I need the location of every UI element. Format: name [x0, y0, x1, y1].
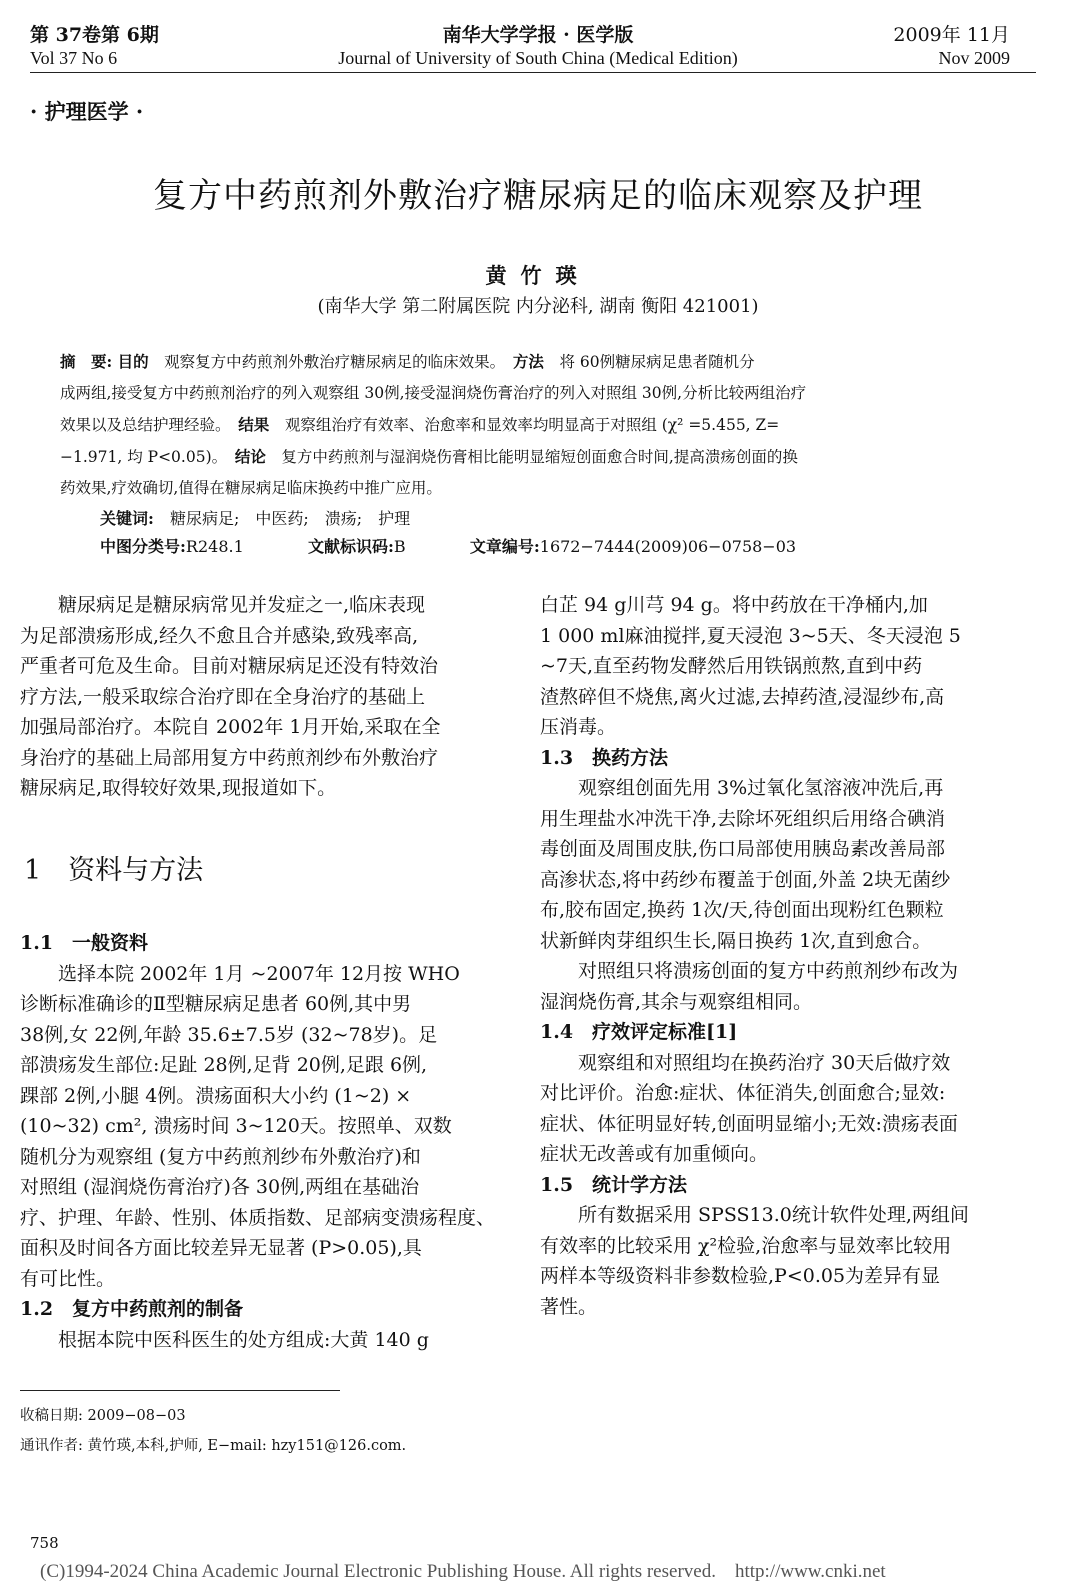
paragraph-line: 根据本院中医科医生的处方组成:大黄 140 g: [20, 1328, 429, 1351]
paragraph-line: 38例,女 22例,年龄 35.6±7.5岁 (32~78岁)。足: [20, 1023, 438, 1046]
section-label: · 护理医学 ·: [30, 99, 144, 124]
article-number-label: 文章编号:: [469, 537, 540, 556]
paragraph-line: 疗、护理、年龄、性别、体质指数、足部病变溃疡程度、: [20, 1206, 496, 1229]
classification: [100, 534, 796, 557]
abstract-line: [60, 473, 1010, 504]
paragraph-line: 症状、体征明显好转,创面明显缩小;无效:溃疡表面: [540, 1112, 958, 1135]
subheading-general-data: 1.1 一般资料: [20, 932, 149, 954]
paragraph-line: 选择本院 2002年 1月 ~2007年 12月按 WHO: [20, 962, 460, 985]
subheading-efficacy-criteria: 1.4 疗效评定标准[1]: [540, 1021, 738, 1043]
keywords: [100, 506, 410, 529]
keywords-label: 关键词:: [100, 509, 154, 528]
intro-line: 糖尿病足,取得较好效果,现报道如下。: [20, 777, 337, 799]
footnote-received: 收稿日期: 2009−08−03: [20, 1408, 186, 1424]
intro-line: 为足部溃疡形成,经久不愈且合并感染,致残率高,: [20, 624, 419, 647]
section-heading-methods: 1 资料与方法: [24, 855, 204, 886]
left-column-methods: [20, 928, 510, 1355]
abstract-text: 观察组治疗有效率、治愈率和显效率均明显高于对照组 (χ² =5.455, Z=: [284, 416, 780, 434]
paragraph-line: 渣熬碎但不烧焦,离火过滤,去掉药渣,浸湿纱布,高: [540, 685, 945, 708]
author-affiliation: (南华大学 第二附属医院 内分泌科, 湖南 衡阳 421001): [317, 296, 759, 317]
intro-line: 糖尿病足是糖尿病常见并发症之一,临床表现: [20, 594, 426, 616]
clc-label: 中图分类号:: [100, 537, 186, 556]
article-number-value: 1672−7444(2009)06−0758−03: [539, 537, 797, 556]
paragraph-line: 布,胶布固定,换药 1次/天,待创面出现粉红色颗粒: [540, 899, 944, 921]
journal-title-en: Journal of University of South China (Medical Edition): [338, 48, 738, 68]
paragraph-line: 有效率的比较采用 χ²检验,治愈率与显效率比较用: [540, 1234, 952, 1257]
subheading-dressing-change: 1.3 换药方法: [540, 746, 669, 769]
paragraph-line: 状新鲜肉芽组织生长,隔日换药 1次,直到愈合。: [540, 929, 932, 952]
doc-code-value: B: [393, 537, 406, 556]
paragraph-line: 白芷 94 g川芎 94 g。将中药放在干净桶内,加: [540, 594, 928, 616]
clc-value: R248.1: [185, 537, 244, 556]
right-column: [540, 590, 1040, 1322]
abstract-line: [60, 441, 1010, 473]
paragraph-line: 有可比性。: [20, 1267, 116, 1290]
intro-line: 加强局部治疗。本院自 2002年 1月开始,采取在全: [20, 716, 441, 738]
abstract-text: 成两组,接受复方中药煎剂治疗的列入观察组 30例,接受湿润烧伤膏治疗的列入对照组 30例,分析比较两组治疗: [60, 384, 807, 402]
paragraph-line: 1 000 ml麻油搅拌,夏天浸泡 3~5天、冬天浸泡 5: [540, 624, 961, 647]
paragraph-line: 诊断标准确诊的Ⅱ型糖尿病足患者 60例,其中男: [20, 993, 412, 1015]
abstract-text: 将 60例糖尿病足患者随机分: [559, 353, 755, 371]
author-name: 黄竹瑛: [485, 263, 591, 288]
paragraph-line: 湿润烧伤膏,其余与观察组相同。: [540, 990, 813, 1013]
paragraph-line: ~7天,直至药物发酵然后用铁锅煎熬,直到中药: [540, 655, 923, 677]
footnote-corresponding-author: 通讯作者: 黄竹瑛,本科,护师, E−mail: hzy151@126.com.: [20, 1438, 407, 1454]
abstract-line: [60, 378, 1010, 409]
paragraph-line: 所有数据采用 SPSS13.0统计软件处理,两组间: [540, 1204, 969, 1226]
abstract-text: 复方中药煎剂与湿润烧伤膏相比能明显缩短创面愈合时间,提高溃疡创面的换: [281, 448, 798, 466]
paragraph-line: 两样本等级资料非参数检验,P<0.05为差异有显: [540, 1265, 941, 1287]
abstract: [60, 346, 1010, 504]
paragraph-line: 症状无改善或有加重倾向。: [540, 1143, 769, 1165]
paragraph-line: 部溃疡发生部位:足趾 28例,足背 20例,足跟 6例,: [20, 1054, 428, 1076]
abstract-label-conclusion: 结论: [234, 447, 266, 466]
abstract-text: −1.971, 均 P<0.05)。: [60, 448, 220, 466]
header-rule: [30, 72, 1036, 73]
abstract-label-results: 结果: [238, 415, 270, 434]
abstract-text: 药效果,疗效确切,值得在糖尿病足临床换药中推广应用。: [60, 479, 442, 497]
paragraph-line: 观察组和对照组均在换药治疗 30天后做疗效: [540, 1051, 951, 1074]
subheading-statistics: 1.5 统计学方法: [540, 1173, 688, 1196]
keywords-value: 糖尿病足; 中医药; 溃疡; 护理: [169, 509, 411, 528]
paragraph-line: 对比评价。治愈:症状、体征消失,创面愈合;显效:: [540, 1082, 946, 1104]
issue-date-en: Nov 2009: [938, 48, 1010, 68]
intro-line: 身治疗的基础上局部用复方中药煎剂纱布外敷治疗: [20, 746, 439, 769]
journal-title-cn: 南华大学学报 · 医学版: [442, 24, 634, 46]
paragraph-line: 高渗状态,将中药纱布覆盖于创面,外盖 2块无菌纱: [540, 868, 951, 891]
paragraph-line: 用生理盐水冲洗干净,去除坏死组织后用络合碘消: [540, 807, 946, 830]
subheading-decoction-preparation: 1.2 复方中药煎剂的制备: [20, 1298, 244, 1320]
paragraph-line: 著性。: [540, 1295, 598, 1318]
paragraph-line: 毒创面及周围皮肤,伤口局部使用胰岛素改善局部: [540, 838, 946, 860]
paragraph-line: 观察组创面先用 3%过氧化氢溶液冲洗后,再: [540, 777, 944, 799]
paragraph-line: 随机分为观察组 (复方中药煎剂纱布外敷治疗)和: [20, 1145, 421, 1168]
paragraph-line: 踝部 2例,小腿 4例。溃疡面积大小约 (1~2) ×: [20, 1084, 412, 1107]
footnote-rule: [20, 1390, 340, 1391]
article-title: 复方中药煎剂外敷治疗糖尿病足的临床观察及护理: [153, 176, 923, 216]
paragraph-line: 面积及时间各方面比较差异无显著 (P>0.05),具: [20, 1237, 422, 1259]
abstract-line: [60, 346, 1010, 378]
intro-line: 疗方法,一般采取综合治疗即在全身治疗的基础上: [20, 685, 426, 708]
doc-code-label: 文献标识码:: [307, 537, 394, 556]
abstract-line: [60, 409, 1010, 441]
page-number: 758: [30, 1534, 59, 1552]
paragraph-line: 对照组 (湿润烧伤膏治疗)各 30例,两组在基础治: [20, 1176, 420, 1198]
abstract-label-methods: 方法: [512, 352, 544, 371]
paragraph-line: 压消毒。: [540, 716, 617, 738]
volume-issue-cn: 第 37卷第 6期: [30, 24, 159, 46]
left-column: [20, 590, 510, 804]
intro-line: 严重者可危及生命。目前对糖尿病足还没有特效治: [20, 655, 439, 677]
volume-issue-en: Vol 37 No 6: [30, 48, 118, 68]
abstract-label-objective: 摘 要: 目的: [60, 352, 149, 371]
paragraph-line: 对照组只将溃疡创面的复方中药煎剂纱布改为: [540, 960, 959, 982]
issue-date-cn: 2009年 11月: [893, 24, 1010, 46]
abstract-text: 效果以及总结护理经验。: [60, 416, 223, 434]
abstract-text: 观察复方中药煎剂外敷治疗糖尿病足的临床效果。: [164, 353, 498, 371]
paragraph-line: (10~32) cm², 溃疡时间 3~120天。按照单、双数: [20, 1115, 452, 1137]
copyright-notice: (C)1994-2024 China Academic Journal Electronic Publishing House. All rights reserved. http://www.cnki.net: [40, 1561, 886, 1582]
